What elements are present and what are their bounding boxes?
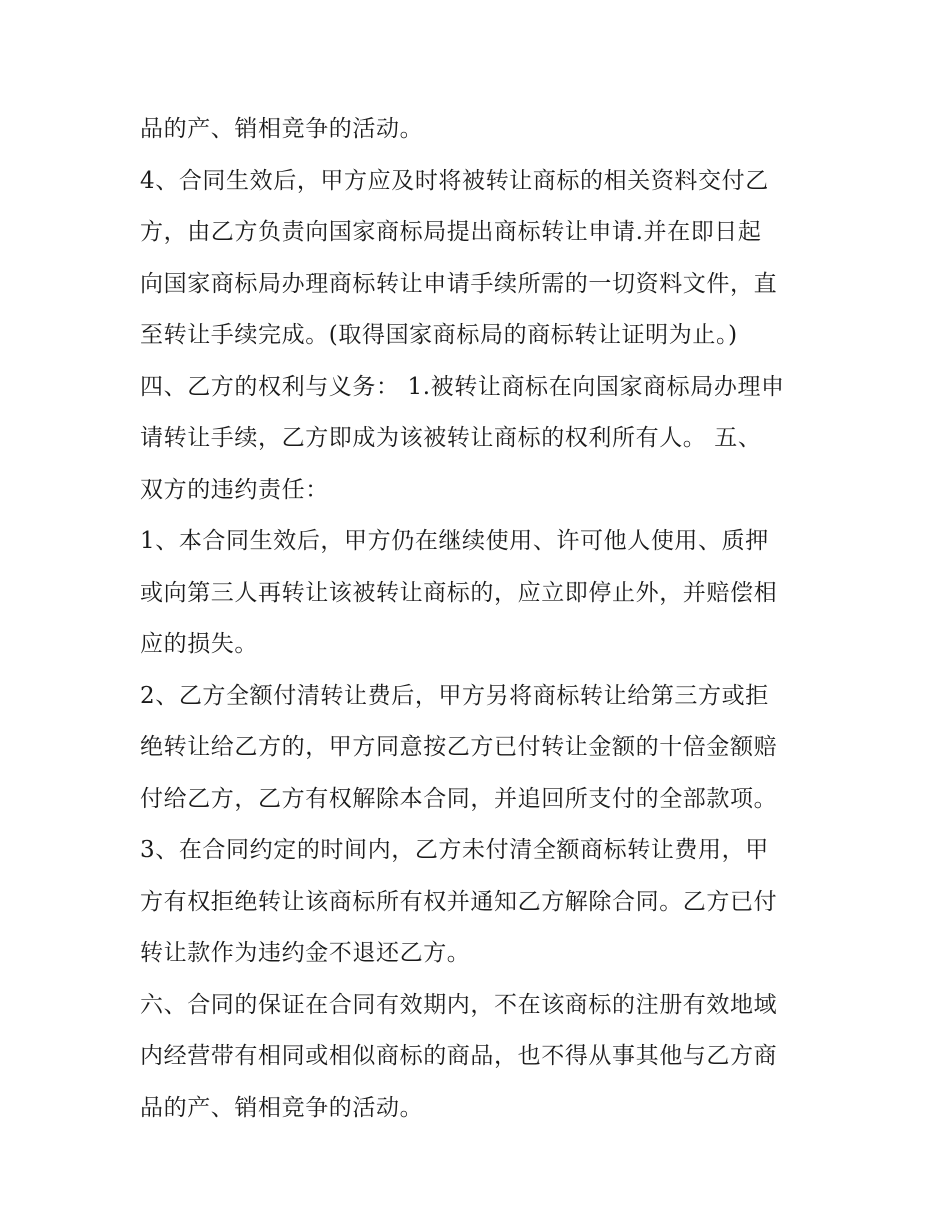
text-line: 双方的违约责任： — [140, 476, 329, 503]
text-line: 应的损失。 — [140, 631, 258, 657]
text-line: 转让款作为违约金不退还乙方。 — [140, 940, 471, 966]
text-line: 1、本合同生效后，甲方仍在继续使用、许可他人使用、质押 — [140, 528, 769, 554]
text-line: 四、乙方的权利与义务： 1.被转让商标在向国家商标局办理申 — [140, 373, 785, 400]
text-line: 请转让手续，乙方即成为该被转让商标的权利所有人。 五、 — [140, 425, 762, 451]
text-line: 六、合同的保证在合同有效期内，不在该商标的注册有效地域 — [140, 991, 778, 1018]
text-line: 2、乙方全额付清转让费后，甲方另将商标转让给第三方或拒 — [140, 682, 769, 709]
text-line: 品的产、销相竞争的活动。 — [140, 1094, 424, 1121]
text-line: 方，由乙方负责向国家商标局提出商标转让申请.并在即日起 — [140, 219, 762, 245]
text-line: 向国家商标局办理商标转让申请手续所需的一切资料文件，直 — [140, 270, 778, 297]
text-line: 至转让手续完成。(取得国家商标局的商标转让证明为止。) — [140, 322, 738, 348]
text-line: 3、在合同约定的时间内，乙方未付清全额商标转让费用，甲 — [140, 837, 769, 863]
text-line: 方有权拒绝转让该商标所有权并通知乙方解除合同。乙方已付 — [140, 888, 778, 915]
contract-body-text — [140, 104, 820, 1134]
text-line: 品的产、销相竞争的活动。 — [140, 116, 424, 142]
text-line: 内经营带有相同或相似商标的商品，也不得从事其他与乙方商 — [140, 1043, 778, 1069]
text-line: 4、合同生效后，甲方应及时将被转让商标的相关资料交付乙 — [140, 167, 769, 194]
text-line: 绝转让给乙方的，甲方同意按乙方已付转让金额的十倍金额赔 — [140, 734, 778, 760]
text-line: 付给乙方，乙方有权解除本合同，并追回所支付的全部款项。 — [140, 785, 778, 812]
text-line: 或向第三人再转让该被转让商标的，应立即停止外，并赔偿相 — [140, 579, 778, 606]
